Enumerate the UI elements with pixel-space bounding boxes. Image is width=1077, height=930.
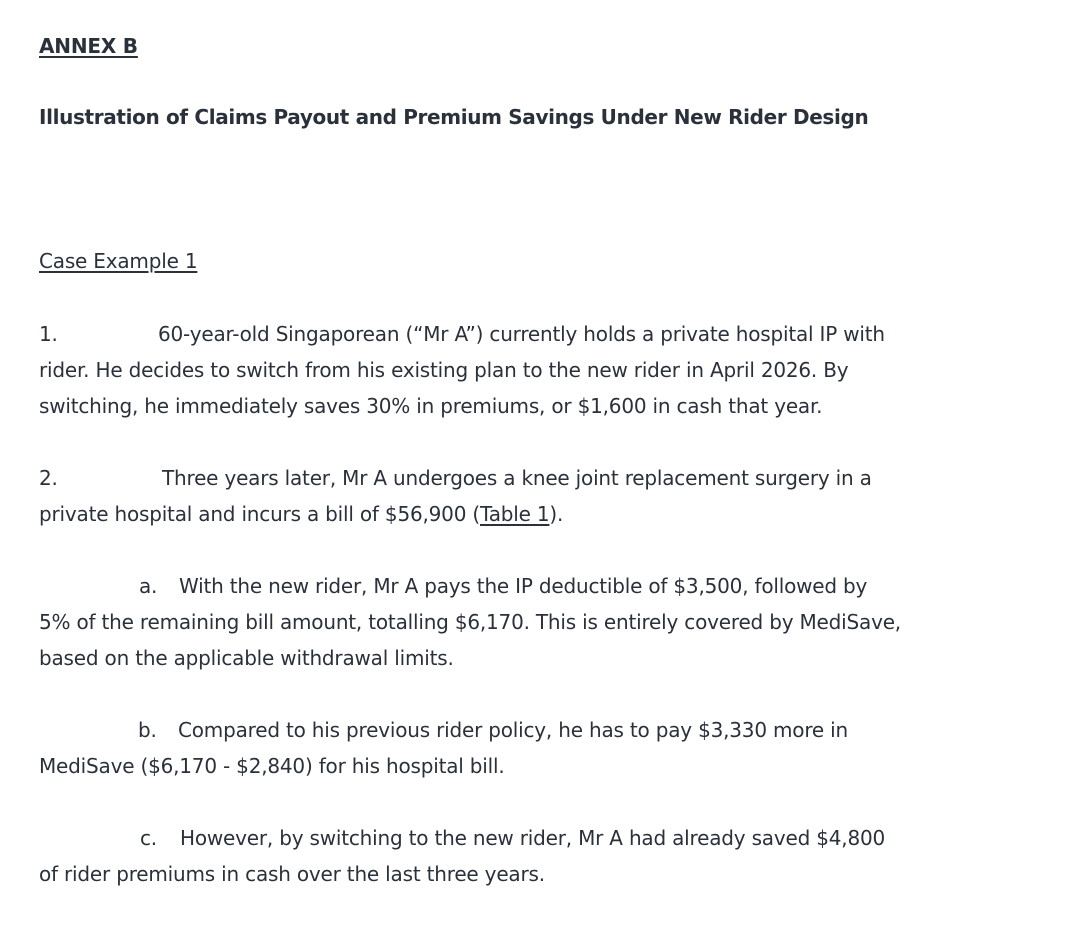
- paragraph-line: [39, 712, 1029, 748]
- paragraph-text: of rider premiums in cash over the last three years.: [39, 862, 545, 886]
- table-1-link[interactable]: Table 1: [480, 502, 550, 526]
- paragraph-text: 5% of the remaining bill amount, totalling $6,170. This is entirely covered by MediSave,: [39, 610, 901, 634]
- paragraph-1: [39, 316, 1029, 424]
- subparagraph-letter: c.: [140, 826, 157, 850]
- subparagraph-letter: a.: [139, 574, 158, 598]
- paragraph-2: [39, 460, 1029, 532]
- paragraph-text: Three years later, Mr A undergoes a knee joint replacement surgery in a: [162, 466, 872, 490]
- document-title: Illustration of Claims Payout and Premium Savings Under New Rider Design: [39, 105, 869, 129]
- paragraph-line: [39, 820, 1029, 856]
- paragraph-text: rider. He decides to switch from his existing plan to the new rider in April 2026. By: [39, 358, 849, 382]
- subparagraph-a: [39, 568, 1029, 676]
- annex-heading: ANNEX B: [39, 34, 138, 58]
- paragraph-text: switching, he immediately saves 30% in premiums, or $1,600 in cash that year.: [39, 394, 823, 418]
- paragraph-text: MediSave ($6,170 - $2,840) for his hospital bill.: [39, 754, 505, 778]
- subparagraph-c: [39, 820, 1029, 892]
- paragraph-text: Compared to his previous rider policy, he has to pay $3,330 more in: [178, 718, 848, 742]
- paragraph-text: 60-year-old Singaporean (“Mr A”) currently holds a private hospital IP with: [158, 322, 885, 346]
- paragraph-text: With the new rider, Mr A pays the IP deductible of $3,500, followed by: [179, 574, 868, 598]
- paragraph-line: [39, 460, 1029, 496]
- paragraph-line: [39, 316, 1029, 352]
- paragraph-text: private hospital and incurs a bill of $56,900 (: [39, 502, 480, 526]
- paragraph-line: [39, 496, 1029, 532]
- case-example-heading: Case Example 1: [39, 249, 198, 273]
- paragraph-line: [39, 568, 1029, 604]
- paragraph-text: based on the applicable withdrawal limits.: [39, 646, 454, 670]
- paragraph-number: 1.: [39, 322, 58, 346]
- paragraph-text: ).: [549, 502, 564, 526]
- paragraph-text: However, by switching to the new rider, Mr A had already saved $4,800: [180, 826, 886, 850]
- subparagraph-b: [39, 712, 1029, 784]
- subparagraph-letter: b.: [138, 718, 157, 742]
- paragraph-number: 2.: [39, 466, 58, 490]
